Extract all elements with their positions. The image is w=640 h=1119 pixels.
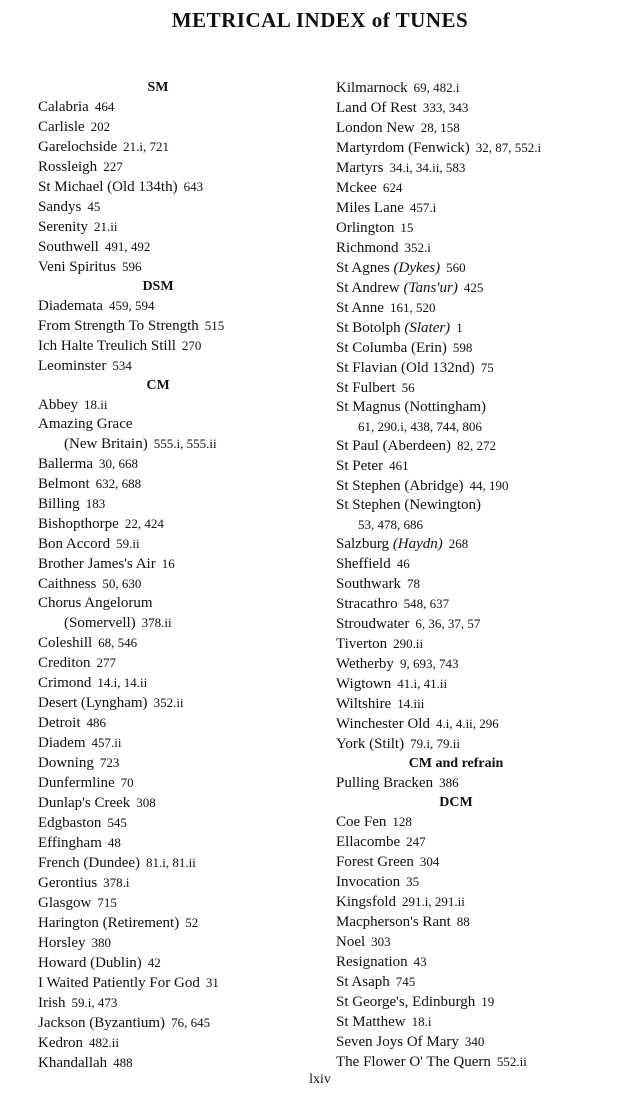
hymn-numbers: 482.ii <box>89 1035 119 1050</box>
hymn-numbers: 352.i <box>404 240 431 255</box>
tune-name: Gerontius <box>38 875 98 891</box>
hymn-numbers: 59.i, 473 <box>71 995 118 1010</box>
tune-entry <box>38 753 318 773</box>
hymn-numbers: 425 <box>463 280 484 295</box>
tune-name: Desert (Lyngham) <box>38 695 148 711</box>
tune-name: Southwark <box>336 576 401 592</box>
tune-entry <box>336 178 636 198</box>
hymn-numbers: 56 <box>401 380 415 395</box>
tune-entry <box>38 197 318 217</box>
tune-entry <box>336 852 636 872</box>
tune-name: Mckee <box>336 180 377 196</box>
tune-entry <box>38 693 318 713</box>
tune-name: Wigtown <box>336 676 392 692</box>
hymn-numbers: 32, 87, 552.i <box>475 140 542 155</box>
hymn-numbers: 560 <box>446 260 466 275</box>
hymn-numbers: 268 <box>448 536 469 551</box>
tune-name: I Waited Patiently For God <box>38 975 200 991</box>
tune-name: Kilmarnock <box>336 80 408 96</box>
tune-name: Calabria <box>38 99 89 115</box>
tune-name: St Anne <box>336 300 384 316</box>
tune-name: Chorus Angelorum <box>38 595 153 611</box>
section-heading: CM <box>146 378 170 393</box>
hymn-numbers: 61, 290.i, 438, 744, 806 <box>358 419 482 434</box>
hymn-numbers: 534 <box>112 358 132 373</box>
hymn-numbers: 247 <box>406 834 426 849</box>
hymn-numbers: 515 <box>204 318 225 333</box>
tune-name: Diademata <box>38 298 103 314</box>
tune-entry <box>38 793 318 813</box>
hymn-numbers: 30, 668 <box>98 456 138 471</box>
tune-name: Invocation <box>336 874 401 890</box>
right-column <box>336 78 636 1072</box>
tune-entry <box>336 714 636 734</box>
tune-name: Dunlap's Creek <box>38 795 131 811</box>
tune-name: St Matthew <box>336 1014 406 1030</box>
hymn-numbers: 624 <box>382 180 403 195</box>
hymn-numbers: 44, 190 <box>469 478 509 493</box>
tune-entry <box>38 613 318 633</box>
tune-name: St Peter <box>336 458 384 474</box>
hymn-numbers: 161, 520 <box>389 300 436 315</box>
tune-name: Martyrdom (Fenwick) <box>336 140 470 156</box>
tune-entry <box>336 436 636 456</box>
tune-entry <box>38 594 318 613</box>
section-heading: SM <box>147 80 169 95</box>
page-title: METRICAL INDEX of TUNES <box>171 8 469 32</box>
hymn-numbers: 15 <box>400 220 414 235</box>
tune-name: Crimond <box>38 675 92 691</box>
tune-entry <box>38 1053 318 1073</box>
tune-entry <box>336 1032 636 1052</box>
tune-name: St Asaph <box>336 974 390 990</box>
tune-entry <box>38 633 318 653</box>
tune-entry <box>38 713 318 733</box>
tune-entry <box>336 118 636 138</box>
tune-name: Wiltshire <box>336 696 392 712</box>
tune-name: St Fulbert <box>336 380 396 396</box>
tune-entry <box>38 177 318 197</box>
tune-name: Diadem <box>38 735 86 751</box>
tune-name: St Michael (Old 134th) <box>38 179 178 195</box>
tune-name: Miles Lane <box>336 200 404 216</box>
tune-entry <box>336 734 636 754</box>
tune-name: Jackson (Byzantium) <box>38 1015 166 1031</box>
tune-entry <box>38 653 318 673</box>
hymn-numbers: 308 <box>136 795 156 810</box>
hymn-numbers: 50, 630 <box>102 576 142 591</box>
tune-entry <box>336 1052 636 1072</box>
hymn-numbers: 53, 478, 686 <box>358 517 423 532</box>
tune-name: Abbey <box>38 397 78 413</box>
hymn-numbers: 340 <box>464 1034 485 1049</box>
hymn-numbers: 486 <box>86 715 106 730</box>
section-heading: DSM <box>142 279 174 294</box>
tune-entry <box>336 78 636 98</box>
tune-name: Amazing Grace <box>38 416 133 432</box>
tune-alt-name: (Slater) <box>404 320 451 336</box>
hymn-numbers: 461 <box>389 458 409 473</box>
hymn-numbers: 22, 424 <box>124 516 164 531</box>
tune-name: Southwell <box>38 239 99 255</box>
hymn-numbers: 378.ii <box>141 615 172 630</box>
hymn-numbers: 78 <box>407 576 420 591</box>
tune-entry <box>336 378 636 398</box>
tune-entry <box>38 534 318 554</box>
tune-name: St Magnus (Nottingham) <box>336 399 486 415</box>
hymn-numbers: 52 <box>185 915 199 930</box>
hymn-numbers: 48 <box>107 835 121 850</box>
tune-name: Land Of Rest <box>336 100 417 116</box>
tune-entry <box>38 454 318 474</box>
tune-entry <box>336 594 636 614</box>
tune-name: Ballerma <box>38 456 93 472</box>
tune-entry <box>336 1012 636 1032</box>
tune-entry <box>336 358 636 378</box>
tune-alt-name: (Tans'ur) <box>403 280 458 296</box>
tune-entry <box>336 773 636 793</box>
tune-name: (Somervell) <box>64 615 136 631</box>
tune-entry <box>38 773 318 793</box>
hymn-numbers: 352.ii <box>153 695 184 710</box>
section-heading: CM and refrain <box>408 756 504 771</box>
hymn-numbers: 70 <box>120 775 134 790</box>
tune-entry <box>38 257 318 277</box>
tune-numbers-line <box>336 515 636 534</box>
tune-name: Ellacombe <box>336 834 401 850</box>
tune-entry <box>336 338 636 358</box>
tune-name: Wetherby <box>336 656 394 672</box>
tune-name: Effingham <box>38 835 102 851</box>
tune-alt-name: (Haydn) <box>392 536 443 552</box>
tune-entry <box>38 1013 318 1033</box>
tune-entry <box>38 933 318 953</box>
hymn-numbers: 304 <box>419 854 440 869</box>
tune-entry <box>38 395 318 415</box>
tune-entry <box>38 97 318 117</box>
tune-entry <box>336 952 636 972</box>
hymn-numbers: 59.ii <box>116 536 140 551</box>
tune-entry <box>336 932 636 952</box>
tune-name: Harington (Retirement) <box>38 915 180 931</box>
hymn-numbers: 79.i, 79.ii <box>410 736 460 751</box>
tune-entry <box>38 296 318 316</box>
hymn-numbers: 21.i, 721 <box>123 139 170 154</box>
tune-name: St Stephen (Abridge) <box>336 478 464 494</box>
tune-name: Bon Accord <box>38 536 111 552</box>
tune-entry <box>336 574 636 594</box>
tune-name: Billing <box>38 496 80 512</box>
tune-entry <box>38 953 318 973</box>
hymn-numbers: 202 <box>90 119 111 134</box>
tune-name: St Columba (Erin) <box>336 340 447 356</box>
tune-name: Belmont <box>38 476 90 492</box>
tune-name: Coleshill <box>38 635 93 651</box>
tune-name: Tiverton <box>336 636 388 652</box>
tune-name: St George's, Edinburgh <box>336 994 476 1010</box>
hymn-numbers: 291.i, 291.ii <box>402 894 465 909</box>
tune-name: Irish <box>38 995 66 1011</box>
tune-name: Kedron <box>38 1035 83 1051</box>
tune-entry <box>336 218 636 238</box>
tune-entry <box>336 892 636 912</box>
hymn-numbers: 16 <box>161 556 175 571</box>
tune-name: Coe Fen <box>336 814 387 830</box>
tune-name: Dunfermline <box>38 775 115 791</box>
tune-entry <box>336 674 636 694</box>
hymn-numbers: 128 <box>392 814 412 829</box>
tune-name: Glasgow <box>38 895 92 911</box>
hymn-numbers: 545 <box>107 815 127 830</box>
tune-entry <box>336 318 636 338</box>
hymn-numbers: 290.ii <box>393 636 424 651</box>
tune-name: Leominster <box>38 358 107 374</box>
tune-name: Winchester Old <box>336 716 430 732</box>
hymn-numbers: 69, 482.i <box>413 80 460 95</box>
tune-entry <box>38 237 318 257</box>
tune-entry <box>38 574 318 594</box>
section-heading: DCM <box>439 795 473 810</box>
hymn-numbers: 34.i, 34.ii, 583 <box>389 160 466 175</box>
tune-name: Rossleigh <box>38 159 98 175</box>
tune-entry <box>38 813 318 833</box>
tune-name: Seven Joys Of Mary <box>336 1034 459 1050</box>
hymn-numbers: 14.iii <box>397 696 425 711</box>
tune-entry <box>336 398 636 417</box>
tune-name: St Botolph <box>336 320 401 336</box>
tune-entry <box>336 872 636 892</box>
tune-name: Resignation <box>336 954 408 970</box>
tune-entry <box>38 494 318 514</box>
hymn-numbers: 82, 272 <box>456 438 496 453</box>
hymn-numbers: 31 <box>205 975 219 990</box>
tune-name: St Andrew <box>336 280 400 296</box>
tune-entry <box>336 496 636 515</box>
tune-entry <box>336 278 636 298</box>
hymn-numbers: 548, 637 <box>403 596 450 611</box>
hymn-numbers: 4.i, 4.ii, 296 <box>435 716 499 731</box>
tune-name: Garelochside <box>38 139 118 155</box>
tune-name: Pulling Bracken <box>336 775 434 791</box>
tune-name: Downing <box>38 755 94 771</box>
tune-entry <box>336 634 636 654</box>
tune-entry <box>336 992 636 1012</box>
tune-name: French (Dundee) <box>38 855 141 871</box>
hymn-numbers: 46 <box>396 556 410 571</box>
tune-name: Serenity <box>38 219 88 235</box>
tune-entry <box>38 157 318 177</box>
hymn-numbers: 18.ii <box>84 397 108 412</box>
hymn-numbers: 596 <box>121 259 142 274</box>
hymn-numbers: 75 <box>480 360 494 375</box>
hymn-numbers: 643 <box>183 179 204 194</box>
hymn-numbers: 723 <box>99 755 120 770</box>
tune-name: Noel <box>336 934 366 950</box>
hymn-numbers: 6, 36, 37, 57 <box>415 616 481 631</box>
tune-name: St Paul (Aberdeen) <box>336 438 451 454</box>
tune-entry <box>336 158 636 178</box>
tune-entry <box>38 993 318 1013</box>
tune-entry <box>336 812 636 832</box>
tune-name: Orlington <box>336 220 395 236</box>
tune-name: Horsley <box>38 935 86 951</box>
tune-entry <box>38 117 318 137</box>
tune-name: Khandallah <box>38 1055 108 1071</box>
hymn-numbers: 464 <box>94 99 115 114</box>
tune-name: Richmond <box>336 240 399 256</box>
tune-entry <box>38 415 318 434</box>
hymn-numbers: 35 <box>406 874 420 889</box>
tune-entry <box>38 137 318 157</box>
tune-entry <box>38 973 318 993</box>
tune-entry <box>38 514 318 534</box>
hymn-numbers: 45 <box>87 199 101 214</box>
tune-name: Caithness <box>38 576 97 592</box>
tune-name: Sandys <box>38 199 82 215</box>
hymn-numbers: 42 <box>147 955 161 970</box>
tune-entry <box>38 336 318 356</box>
tune-name: Forest Green <box>336 854 414 870</box>
tune-entry <box>336 972 636 992</box>
tune-entry <box>38 1033 318 1053</box>
tune-entry <box>336 654 636 674</box>
tune-entry <box>38 316 318 336</box>
tune-name: Veni Spiritus <box>38 259 116 275</box>
hymn-numbers: 1 <box>456 320 463 335</box>
hymn-numbers: 552.ii <box>496 1054 527 1069</box>
tune-entry <box>336 694 636 714</box>
tune-name: St Stephen (Newington) <box>336 497 481 513</box>
hymn-numbers: 632, 688 <box>95 476 142 491</box>
tune-name: Martyrs <box>336 160 384 176</box>
tune-name: Ich Halte Treulich Still <box>38 338 176 354</box>
tune-entry <box>336 238 636 258</box>
tune-entry <box>38 434 318 454</box>
tune-name: Carlisle <box>38 119 85 135</box>
hymn-numbers: 491, 492 <box>104 239 151 254</box>
hymn-numbers: 41.i, 41.ii <box>397 676 448 691</box>
tune-entry <box>336 298 636 318</box>
tune-entry <box>336 138 636 158</box>
page-number: lxiv <box>309 1072 331 1087</box>
tune-entry <box>336 476 636 496</box>
tune-entry <box>38 913 318 933</box>
tune-numbers-line <box>336 417 636 436</box>
tune-name: (New Britain) <box>64 436 148 452</box>
tune-name: London New <box>336 120 415 136</box>
hymn-numbers: 303 <box>371 934 391 949</box>
tune-name: Detroit <box>38 715 81 731</box>
tune-name: Salzburg <box>336 536 390 552</box>
tune-name: Stroudwater <box>336 616 410 632</box>
tune-name: Howard (Dublin) <box>38 955 142 971</box>
tune-entry <box>336 534 636 554</box>
hymn-numbers: 270 <box>181 338 202 353</box>
tune-name: Edgbaston <box>38 815 102 831</box>
tune-name: The Flower O' The Quern <box>336 1054 491 1070</box>
hymn-numbers: 380 <box>91 935 111 950</box>
hymn-numbers: 9, 693, 743 <box>399 656 459 671</box>
tune-entry <box>336 832 636 852</box>
hymn-numbers: 457.i <box>409 200 437 215</box>
tune-name: Kingsfold <box>336 894 396 910</box>
hymn-numbers: 43 <box>413 954 427 969</box>
hymn-numbers: 88 <box>456 914 470 929</box>
hymn-numbers: 18.i <box>411 1014 432 1029</box>
hymn-numbers: 21.ii <box>94 219 118 234</box>
hymn-numbers: 76, 645 <box>171 1015 211 1030</box>
tune-entry <box>38 474 318 494</box>
tune-name: St Agnes <box>336 260 390 276</box>
tune-entry <box>38 217 318 237</box>
hymn-numbers: 28, 158 <box>420 120 460 135</box>
hymn-numbers: 488 <box>113 1055 133 1070</box>
hymn-numbers: 277 <box>96 655 116 670</box>
tune-entry <box>38 554 318 574</box>
tune-alt-name: (Dykes) <box>393 260 441 276</box>
tune-entry <box>38 853 318 873</box>
hymn-numbers: 81.i, 81.ii <box>146 855 196 870</box>
hymn-numbers: 555.i, 555.ii <box>153 436 217 451</box>
tune-entry <box>336 554 636 574</box>
hymn-numbers: 378.i <box>103 875 130 890</box>
tune-entry <box>336 98 636 118</box>
tune-entry <box>38 733 318 753</box>
tune-entry <box>336 198 636 218</box>
tune-name: Bishopthorpe <box>38 516 119 532</box>
left-column <box>38 78 318 1073</box>
tune-name: Sheffield <box>336 556 391 572</box>
tune-name: Macpherson's Rant <box>336 914 451 930</box>
hymn-numbers: 715 <box>97 895 117 910</box>
hymn-numbers: 598 <box>452 340 473 355</box>
hymn-numbers: 386 <box>439 775 459 790</box>
hymn-numbers: 19 <box>481 994 495 1009</box>
tune-entry <box>38 833 318 853</box>
tune-name: Brother James's Air <box>38 556 156 572</box>
tune-entry <box>38 893 318 913</box>
tune-name: From Strength To Strength <box>38 318 199 334</box>
hymn-numbers: 68, 546 <box>98 635 138 650</box>
tune-name: St Flavian (Old 132nd) <box>336 360 475 376</box>
hymn-numbers: 14.i, 14.ii <box>97 675 148 690</box>
hymn-numbers: 333, 343 <box>422 100 469 115</box>
tune-entry <box>336 614 636 634</box>
tune-entry <box>38 873 318 893</box>
hymn-numbers: 227 <box>103 159 123 174</box>
tune-entry <box>38 356 318 376</box>
tune-entry <box>336 912 636 932</box>
tune-entry <box>336 258 636 278</box>
tune-entry <box>38 673 318 693</box>
tune-entry <box>336 456 636 476</box>
tune-name: Crediton <box>38 655 91 671</box>
tune-name: York (Stilt) <box>336 736 405 752</box>
hymn-numbers: 745 <box>395 974 416 989</box>
tune-name: Stracathro <box>336 596 398 612</box>
hymn-numbers: 183 <box>85 496 106 511</box>
hymn-numbers: 457.ii <box>91 735 122 750</box>
hymn-numbers: 459, 594 <box>108 298 155 313</box>
